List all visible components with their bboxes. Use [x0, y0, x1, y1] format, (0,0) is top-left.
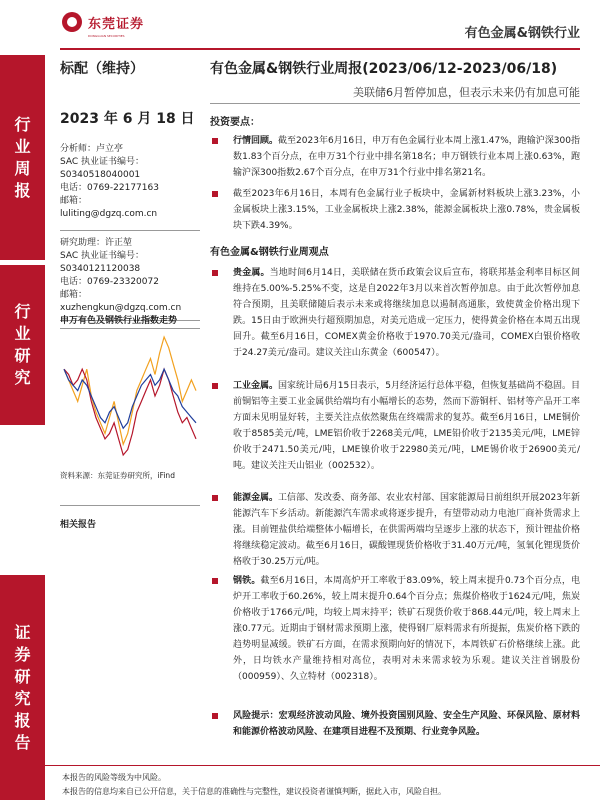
list-item: 钢铁。截至6月16日，本周高炉开工率收于83.09%，较上周末提升0.73个百分点，电炉开工率收于60.26%，较上周末提升0.64个百分点；焦煤价格收于1624元/吨，焦炭价格收于1766元/吨，均较上周末持平；铁矿石现货价收于868.44元/吨，较上周末上涨0.77元。近期由于钢材需求预期上涨，使得钢厂原料需求有所提振，焦炭价格下跌的趋势明显减缓。铁矿石方面，在需求预期向好的情况下，本周铁矿石价格继续上涨。此外，日均铁水产量维持相对高位，表明对未来需求较为乐观。建议关注首钢股份（000959）、久立特材（002318）。 [210, 573, 580, 685]
bullet-icon [212, 138, 218, 144]
email-label: 邮箱： [60, 196, 88, 206]
bullet-icon [212, 495, 218, 501]
series-line-0 [64, 337, 196, 444]
phone: 电话：0769-22177163 [60, 183, 159, 193]
list-item: 工业金属。国家统计局6月15日表示，5月经济运行总体平稳，但恢复基础尚不稳固。目前铜铝等主要工业金属供给端均有小幅增长的态势，然而下游铜杆、铝材等产品开工率方面未见明显好转，主要关注点依然聚焦在终端需求的复苏。截至6月16日，LME铜价收于8585美元/吨，LME铝价收于2268美元/吨，LME铅价收于2135美元/吨，LME锌价收于2471.50美元/吨，LME镍价收于22980美元/吨，LME锡价收于26900美元/吨。建议关注天山铝业（002532）。 [210, 378, 580, 474]
chart-svg [60, 329, 200, 463]
company-logo [62, 12, 144, 32]
footer-disclaimer: 本报告的信息均来自已公开信息，关于信息的准确性与完整性，建议投资者谨慎判断，据此入市，风险自担。 [62, 787, 446, 796]
report-subtitle: 美联储6月暂停加息，但表示未来仍有加息可能 [353, 86, 580, 99]
cert-number: S0340518040001 [60, 170, 141, 180]
list-item: 贵金属。当地时间6月14日，美联储在货币政策会议后宣布，将联邦基金利率目标区间维持在5.00%-5.25%不变，这是自2022年3月以来首次暂停加息。由于此次暂停加息符合预期，且美联储随后表示未来或将继续加息以遏制高通胀，致使黄金价格出现下跌。15日由于欧洲央行超预期加息，对美元造成一定压力，使得黄金价格在本周五出现回升。截至6月16日，COMEX黄金价格收于1970.70美元/盎司，COMEX白银价格收于24.27美元/盎司。建议关注山东黄金（600547）。 [210, 265, 580, 361]
rating: 标配（维持） [60, 61, 144, 77]
bullet-icon [212, 578, 218, 584]
bullet-icon [212, 713, 218, 719]
related-reports-heading: 相关报告 [60, 520, 97, 530]
email-link[interactable]: xuzhengkun@dgzq.com.cn [60, 303, 182, 313]
list-item: 截至2023年6月16日，本周有色金属行业子板块中，金属新材料板块上涨3.23%，小金属板块上涨3.15%，工业金属板块上涨2.38%，能源金属板块上涨0.78%，贵金属板块下跌4.39%。 [210, 186, 580, 234]
assistant-info [60, 237, 200, 315]
email-link[interactable]: luliting@dgzq.com.cn [60, 209, 158, 219]
cert-number: S0340121120038 [60, 264, 141, 274]
bullet-icon [212, 270, 218, 276]
industry-label: 有色金属&钢铁行业 [464, 26, 580, 41]
assistant-name: 研究助理：许正堃 [60, 238, 133, 248]
analyst-info [60, 143, 200, 221]
sidebar [0, 55, 45, 800]
list-item: 能源金属。工信部、发改委、商务部、农业农村部、国家能源局日前组织开展2023年新能源汽车下乡活动。新能源汽车需求或将逐步提升，有望带动动力电池厂商补货需求上涨。目前锂盐供给端整体小幅增长，在供需两端均呈逐步上涨的状态下，预计锂盐价格将继续稳定波动。截至6月16日，碳酸锂现货价格收于31.40万元/吨，氢氧化锂现货价格收于30.25万元/吨。 [210, 490, 580, 570]
logo-subtext: DONGGUAN SECURITIES [88, 34, 125, 38]
logo-text: 东莞证券 [88, 16, 145, 32]
sidebar-block-research: 行 业 研 究 [0, 265, 45, 425]
investment-points-heading: 投资要点： [210, 117, 260, 128]
chart-title: 申万有色及钢铁行业指数走势 [60, 316, 178, 326]
phone: 电话：0769-23320072 [60, 277, 159, 287]
header-divider [60, 48, 580, 50]
logo-icon [62, 12, 82, 32]
weekly-view-heading: 有色金属&钢铁行业周观点 [210, 247, 329, 258]
chart-source: 资料来源：东莞证券研究所，iFind [60, 471, 175, 480]
analyst-name: 分析师：卢立亭 [60, 144, 124, 154]
footer-risk-level: 本报告的风险等级为中风险。 [62, 773, 166, 782]
title-divider [210, 103, 580, 104]
report-date: 2023 年 6 月 18 日 [60, 111, 195, 127]
cert-label: SAC 执业证书编号： [60, 157, 145, 167]
email-label: 邮箱： [60, 290, 88, 300]
bullet-icon [212, 383, 218, 389]
cert-label: SAC 执业证书编号： [60, 251, 145, 261]
footer-divider [0, 765, 600, 766]
sidebar-block-weekly: 行 业 周 报 [0, 55, 45, 260]
list-item: 行情回顾。截至2023年6月16日，申万有色金属行业本周上涨1.47%，跑输沪深300指数1.83个百分点，在申万31个行业中排名第18名；申万钢铁行业本周上涨0.63%，跑输沪深300指数2.67个百分点，在申万31个行业中排名第21名。 [210, 133, 580, 181]
sidebar-block-securities-report: 证 券 研 究 报 告 [0, 575, 45, 800]
list-item: 风险提示：宏观经济波动风险、境外投资国别风险、安全生产风险、环保风险、原材料和能源价格波动风险、在建项目进程不及预期、行业竞争风险。 [210, 708, 580, 740]
analyst-divider [60, 230, 200, 231]
report-title: 有色金属&钢铁行业周报(2023/06/12-2023/06/18) [210, 61, 558, 77]
index-trend-chart [60, 328, 200, 463]
related-divider [60, 505, 200, 506]
bullet-icon [212, 191, 218, 197]
